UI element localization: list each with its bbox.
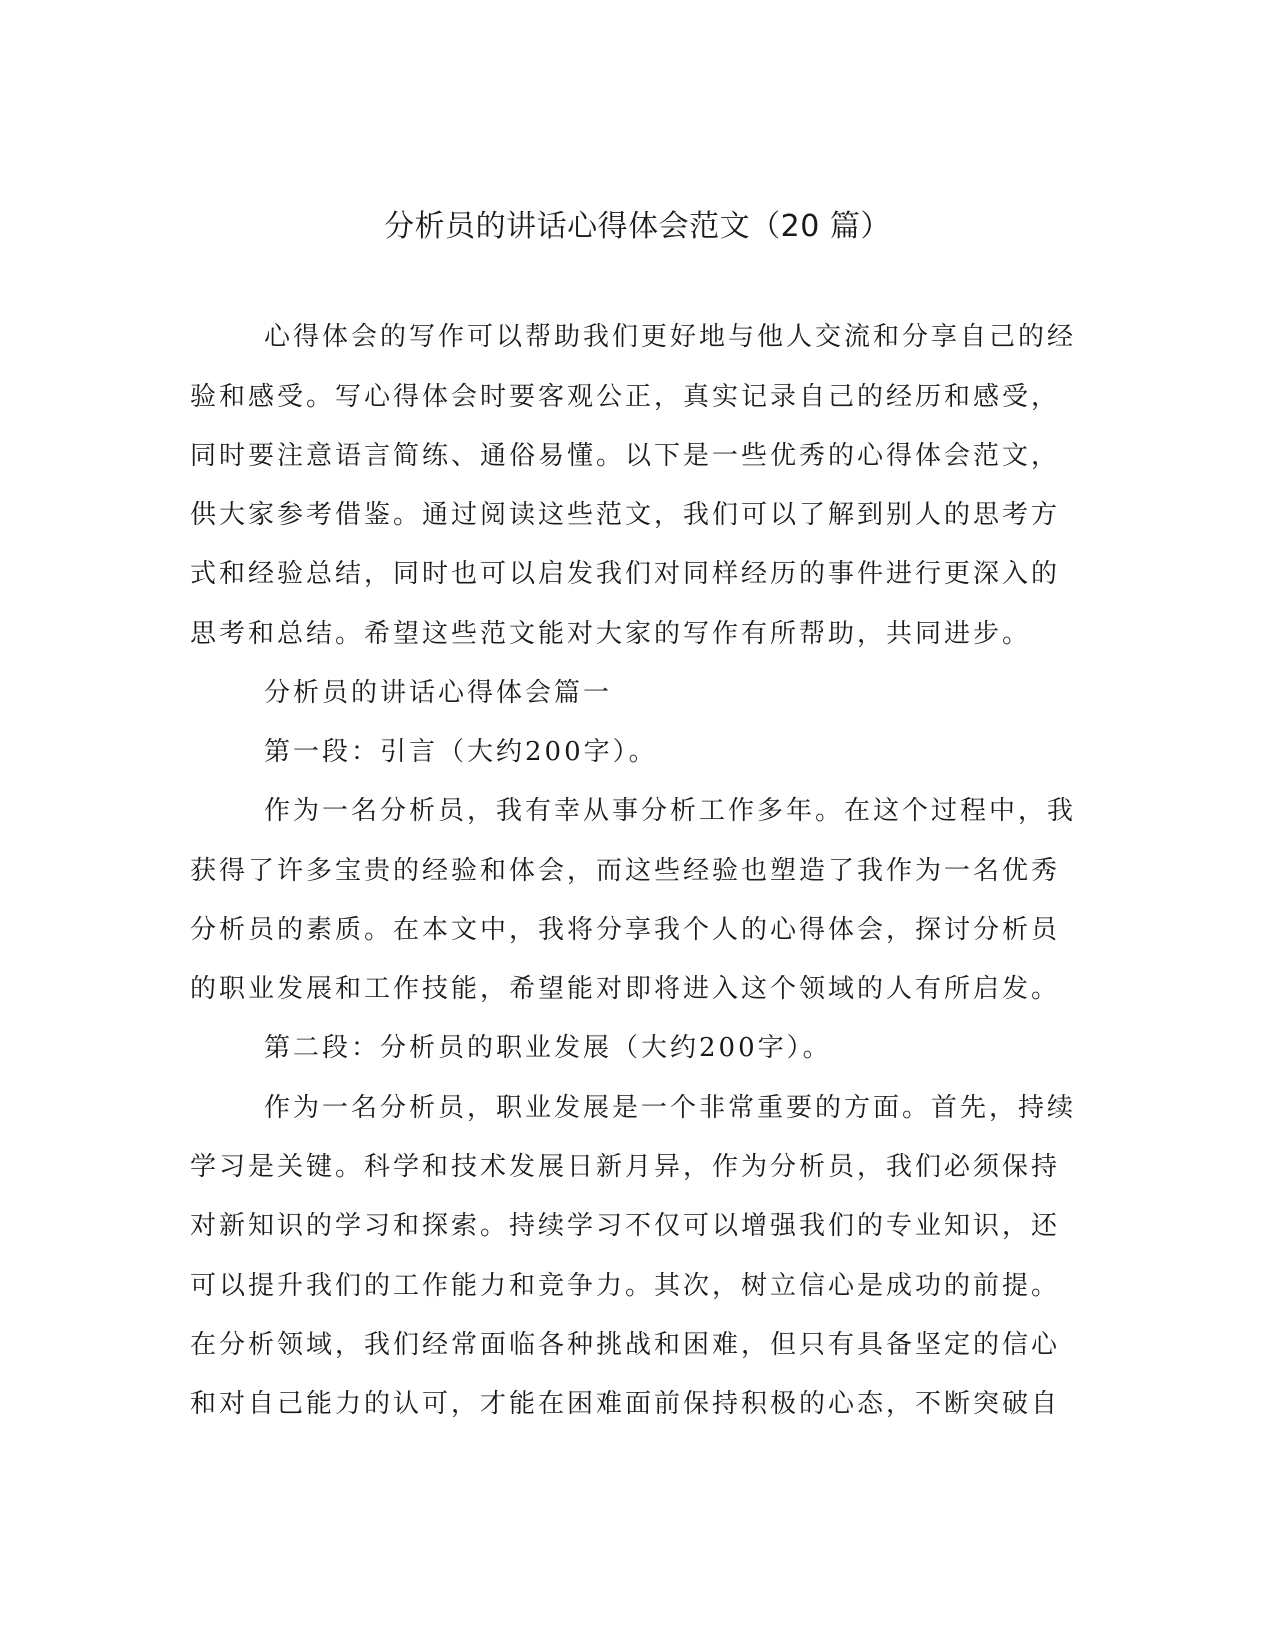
paragraph-line: 和对自己能力的认可，才能在困难面前保持积极的心态，不断突破自 — [190, 1389, 1061, 1419]
paragraph-line: 可以提升我们的工作能力和竞争力。其次，树立信心是成功的前提。 — [190, 1271, 1061, 1301]
paragraph-line: 心得体会的写作可以帮助我们更好地与他人交流和分享自己的经 — [264, 322, 1077, 352]
paragraph-line: 的职业发展和工作技能，希望能对即将进入这个领域的人有所启发。 — [190, 974, 1061, 1004]
paragraph-line: 验和感受。写心得体会时要客观公正，真实记录自己的经历和感受， — [190, 382, 1061, 412]
paragraph-line: 分析员的素质。在本文中，我将分享我个人的心得体会，探讨分析员 — [190, 915, 1061, 945]
paragraph-line: 思考和总结。希望这些范文能对大家的写作有所帮助，共同进步。 — [190, 619, 1032, 649]
paragraph-heading: 第二段：分析员的职业发展（大约200字）。 — [264, 1033, 832, 1063]
paragraph-line: 作为一名分析员，职业发展是一个非常重要的方面。首先，持续 — [264, 1093, 1077, 1123]
paragraph-line: 在分析领域，我们经常面临各种挑战和困难，但只有具备坚定的信心 — [190, 1330, 1061, 1360]
paragraph-line: 供大家参考借鉴。通过阅读这些范文，我们可以了解到别人的思考方 — [190, 500, 1061, 530]
document-title: 分析员的讲话心得体会范文（20 篇） — [384, 209, 891, 244]
paragraph-heading: 第一段：引言（大约200字）。 — [264, 737, 658, 767]
paragraph-line: 对新知识的学习和探索。持续学习不仅可以增强我们的专业知识，还 — [190, 1211, 1061, 1241]
paragraph-line: 获得了许多宝贵的经验和体会，而这些经验也塑造了我作为一名优秀 — [190, 856, 1061, 886]
section-heading: 分析员的讲话心得体会篇一 — [264, 678, 613, 708]
paragraph-line: 同时要注意语言简练、通俗易懂。以下是一些优秀的心得体会范文， — [190, 441, 1061, 471]
paragraph-line: 学习是关键。科学和技术发展日新月异，作为分析员，我们必须保持 — [190, 1152, 1061, 1182]
paragraph-line: 式和经验总结，同时也可以启发我们对同样经历的事件进行更深入的 — [190, 559, 1061, 589]
paragraph-line: 作为一名分析员，我有幸从事分析工作多年。在这个过程中，我 — [264, 796, 1077, 826]
